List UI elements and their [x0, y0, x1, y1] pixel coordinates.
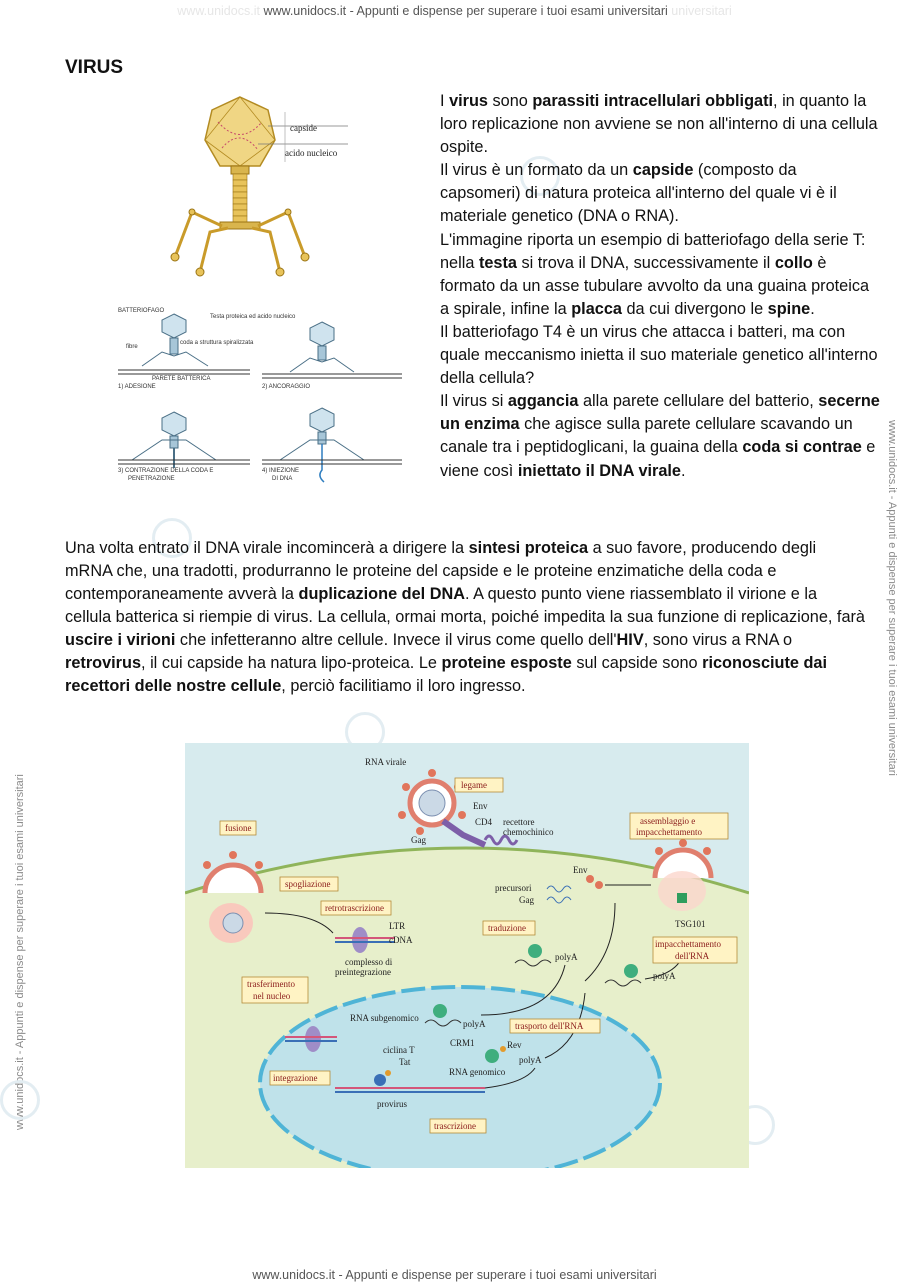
label-parete: PARETE BATTERICA: [152, 376, 211, 382]
intro-paragraph: [440, 390, 880, 482]
watermark-logo-icon: [0, 1080, 40, 1120]
label-testa: Testa proteica ed acido nucleico: [210, 314, 296, 320]
label-tat: Tat: [399, 1057, 411, 1067]
label-step4b: DI DNA: [272, 476, 293, 482]
side-watermark-left: www.unidocs.it - Appunti e dispense per superare i tuoi esami universitari: [14, 774, 26, 1130]
label-step1: 1) ADESIONE: [118, 384, 156, 390]
label-cd4: CD4: [475, 817, 493, 827]
text-run: che infetteranno altre cellule. Invece il virus come quello dell': [175, 631, 617, 649]
label-cdna: cDNA: [389, 935, 413, 945]
label-acido-nucleico: acido nucleico: [285, 148, 338, 158]
label-precursori: precursori: [495, 883, 532, 893]
label-recettore-2: chemochinico: [503, 827, 554, 837]
text-run: collo: [774, 253, 813, 272]
header-ghost: www.unidocs.it: [177, 4, 260, 18]
text-run: Il virus si: [440, 392, 508, 411]
text-run: proteine esposte: [441, 654, 572, 672]
label-step4a: 4) INIEZIONE: [262, 468, 300, 474]
intro-text: [440, 90, 880, 483]
text-run: Il batteriofago T4 è un virus che attacca i batteri, ma con quale meccanismo inietta il suo materiale genetico all'interno della cellula?: [440, 322, 878, 388]
label-impacchettamento-2: dell'RNA: [675, 951, 710, 961]
text-run: parassiti intracellulari obbligati: [532, 92, 774, 110]
label-gag-2: Gag: [519, 895, 534, 905]
text-run: si trova il DNA, successivamente il: [516, 253, 775, 272]
label-batteriofago: BATTERIOFAGO: [118, 308, 165, 314]
label-fusione: fusione: [225, 823, 252, 833]
header-text[interactable]: www.unidocs.it - Appunti e dispense per superare i tuoi esami universitari: [263, 4, 668, 18]
text-run: HIV: [616, 631, 644, 649]
text-run: , sono virus a RNA o: [643, 631, 793, 649]
label-complesso-1: complesso di: [345, 957, 393, 967]
text-run: .: [681, 461, 686, 480]
text-run: che agisce sulla parete cellulare scavando un canale tra i peptidoglicani, la guaina della: [440, 415, 853, 457]
label-polya-1: polyA: [555, 952, 578, 962]
label-complesso-2: preintegrazione: [335, 967, 391, 977]
intro-paragraph: [440, 90, 880, 159]
text-run: retrovirus: [65, 654, 142, 672]
text-run: a suo favore, producendo degli mRNA che, una tradotti, produrranno le proteine del capside e le proteine enzimatiche della coda e contemporaneamente avverà la: [65, 539, 817, 603]
label-gag-1: Gag: [411, 835, 426, 845]
page-footer[interactable]: www.unidocs.it - Appunti e dispense per superare i tuoi esami universitari: [252, 1268, 657, 1282]
header-ghost-right: universitari: [671, 4, 732, 18]
label-integrazione: integrazione: [273, 1073, 318, 1083]
label-step3a: 3) CONTRAZIONE DELLA CODA E: [118, 468, 214, 474]
text-run: iniettato il DNA virale: [517, 461, 681, 480]
text-run: sul capside sono: [571, 654, 703, 672]
text-run: I: [440, 92, 450, 110]
label-legame: legame: [461, 780, 487, 790]
page-header: [0, 4, 909, 18]
text-run: aggancia: [507, 392, 579, 411]
text-run: capside: [632, 161, 694, 180]
label-trasferimento-2: nel nucleo: [253, 991, 291, 1001]
label-polya-4: polyA: [519, 1055, 542, 1065]
label-rna-genomico: RNA genomico: [449, 1067, 506, 1077]
text-run: è formato da un asse tubulare avvolto da una guaina proteica a spirale, infine la: [440, 253, 870, 318]
label-rev: Rev: [507, 1040, 522, 1050]
label-step2: 2) ANCORAGGIO: [262, 384, 311, 390]
label-env-2: Env: [573, 865, 588, 875]
text-run: spine: [767, 299, 811, 318]
label-trasferimento-1: trasferimento: [247, 979, 295, 989]
label-rna-virale: RNA virale: [365, 757, 407, 767]
body-paragraph: [65, 537, 865, 698]
text-run: riconosciute dai recettori delle nostre cellule: [65, 654, 827, 695]
text-run: sintesi proteica: [468, 539, 589, 557]
label-recettore-1: recettore: [503, 817, 535, 827]
label-fibre: fibre: [126, 344, 138, 350]
label-trascrizione: trascrizione: [434, 1121, 476, 1131]
text-run: placca: [571, 299, 622, 318]
label-retrotrascrizione: retrotrascrizione: [325, 903, 384, 913]
label-traduzione: traduzione: [488, 923, 526, 933]
label-spogliazione: spogliazione: [285, 879, 331, 889]
text-run: , perciò facilitiamo il loro ingresso.: [281, 677, 526, 695]
label-ltr: LTR: [389, 921, 406, 931]
hiv-cycle-diagram: [185, 743, 749, 1168]
text-run: L'immagine riporta un esempio di batteriofago della serie T: nella: [440, 230, 866, 272]
text-run: , il cui capside ha natura lipo-proteica. Le: [141, 654, 442, 672]
text-run: (composto da capsomeri) di natura proteica all'interno del quale vi è il materiale genetico (DNA o RNA).: [440, 161, 837, 226]
intro-paragraph: [440, 159, 880, 228]
text-run: duplicazione del DNA: [298, 585, 465, 603]
label-step3b: PENETRAZIONE: [128, 476, 175, 482]
text-run: alla parete cellulare del batterio,: [578, 392, 819, 411]
label-ciclina: ciclina T: [383, 1045, 415, 1055]
label-impacchettamento-1: impacchettamento: [655, 939, 721, 949]
label-coda: coda a struttura spiralizzata: [180, 340, 254, 346]
page-title: VIRUS: [65, 57, 124, 78]
text-run: coda si contrae: [742, 438, 862, 457]
text-run: . A questo punto viene riassemblato il virione e la cellula batterica si riempie di virus. La cellula, ormai morta, poiché impedita la sua funzione di replicazione, farà: [65, 585, 865, 626]
label-assemblaggio-2: impacchettamento: [636, 827, 702, 837]
intro-paragraph: [440, 229, 880, 321]
label-rna-subgenomico: RNA subgenomico: [350, 1013, 419, 1023]
text-run: Il virus è un formato da un: [440, 161, 633, 180]
text-run: e viene così: [440, 438, 876, 480]
label-env-1: Env: [473, 801, 488, 811]
side-watermark-right: www.unidocs.it - Appunti e dispense per superare i tuoi esami universitari: [886, 420, 898, 776]
label-polya-3: polyA: [463, 1019, 486, 1029]
intro-paragraph: [440, 321, 880, 390]
phage-infection-steps-figure: [112, 300, 412, 510]
text-run: uscire i virioni: [65, 631, 176, 649]
text-run: , in quanto la loro replicazione non avviene se non all'interno di una cellula ospite.: [440, 92, 878, 157]
bacteriophage-figure: [140, 92, 380, 292]
label-capside: capside: [290, 123, 317, 133]
label-crm1: CRM1: [450, 1038, 475, 1048]
label-assemblaggio-1: assemblaggio e: [640, 816, 696, 826]
text-run: secerne un enzima: [440, 392, 880, 434]
label-tsg101: TSG101: [675, 919, 706, 929]
text-run: da cui divergono le: [621, 299, 768, 318]
label-polya-2: polyA: [653, 971, 676, 981]
text-run: testa: [478, 253, 517, 272]
text-run: .: [810, 299, 815, 318]
text-run: sono: [487, 92, 533, 110]
text-run: virus: [449, 92, 488, 110]
text-run: Una volta entrato il DNA virale incomincerà a dirigere la: [65, 539, 469, 557]
label-provirus: provirus: [377, 1099, 407, 1109]
label-trasporto: trasporto dell'RNA: [515, 1021, 584, 1031]
